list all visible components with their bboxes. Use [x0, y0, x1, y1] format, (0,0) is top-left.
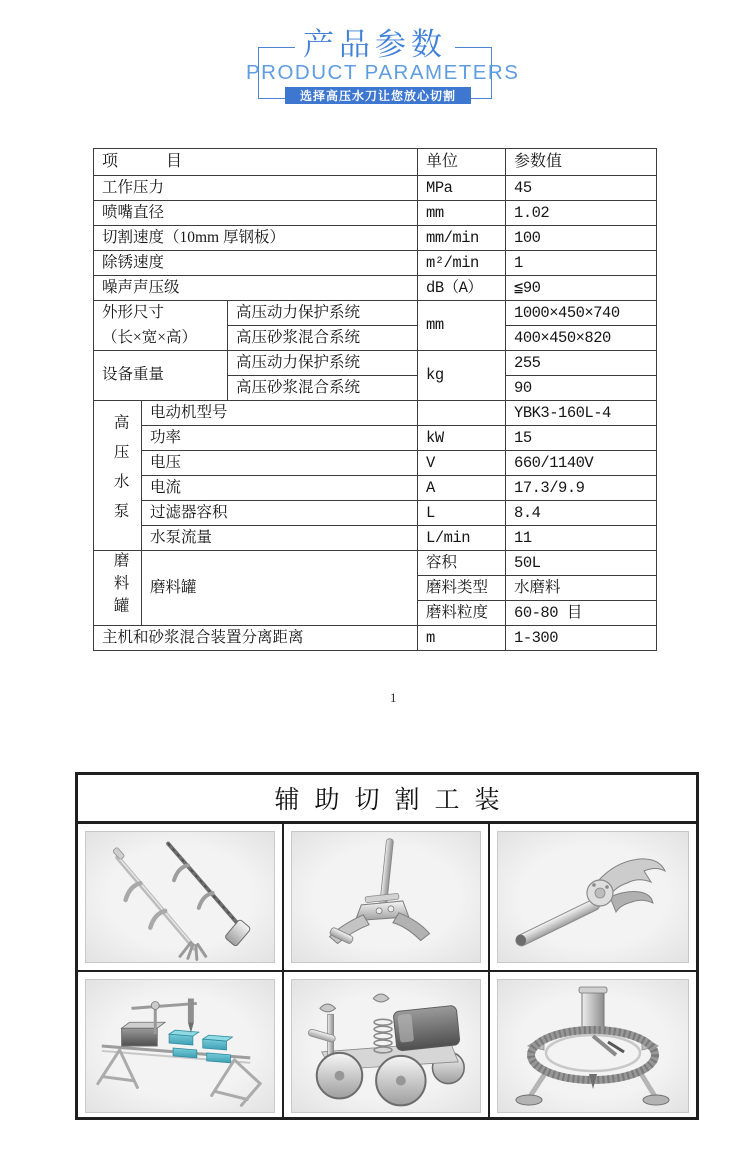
cutting-lances-image	[86, 832, 274, 962]
cell-name: 电动机型号	[142, 401, 418, 426]
table-row	[94, 476, 657, 501]
cell-unit: mm/min	[418, 226, 506, 251]
cell-value: 100	[506, 226, 657, 251]
cell-value: 400×450×820	[506, 326, 657, 351]
slogan-banner	[285, 87, 471, 104]
slogan-text: 选择高压水刀让您放心切割	[299, 89, 456, 103]
cell-value: 90	[506, 376, 657, 401]
cell-name: 功率	[142, 426, 418, 451]
cell-value: 1-300	[506, 626, 657, 651]
cell-attr: 磨料类型	[418, 576, 506, 601]
cell-value: 1.02	[506, 201, 657, 226]
tooling-cell-3	[490, 824, 696, 972]
page-title-text: 产品参数	[295, 28, 455, 62]
pump-group-label: 高压水泵	[94, 401, 142, 551]
cell-unit: kg	[418, 351, 506, 401]
cell-unit: m	[418, 626, 506, 651]
cell-value: 1000×450×740	[506, 301, 657, 326]
cell-unit: A	[418, 476, 506, 501]
header	[246, 27, 520, 108]
cell-unit: L/min	[418, 526, 506, 551]
cell-value: 50L	[506, 551, 657, 576]
cell-subname: 高压砂浆混合系统	[228, 326, 418, 351]
table-row	[94, 176, 657, 201]
cell-name: 除锈速度	[94, 251, 418, 276]
cell-unit: mm	[418, 201, 506, 226]
photo-hand-clamp	[497, 831, 689, 963]
cell-value: 水磨料	[506, 576, 657, 601]
pole-clamp-image	[292, 832, 480, 962]
dim-label-line1: 外形尺寸	[102, 303, 165, 321]
cell-value: 1	[506, 251, 657, 276]
cell-name: 水泵流量	[142, 526, 418, 551]
table-row	[94, 251, 657, 276]
cell-value: ≦90	[506, 276, 657, 301]
cell-attr: 磨料粒度	[418, 601, 506, 626]
cell-name: 磨料罐	[142, 551, 418, 626]
photo-pole-clamp	[291, 831, 481, 963]
cell-value: 11	[506, 526, 657, 551]
cell-group-label	[94, 301, 228, 351]
cell-name: 切割速度（10mm 厚钢板）	[94, 226, 418, 251]
tooling-cell-2	[284, 824, 490, 972]
page-number: 1	[390, 690, 397, 705]
cell-unit: kW	[418, 426, 506, 451]
table-row	[94, 501, 657, 526]
header-value: 参数值	[506, 149, 657, 176]
abrasive-group-label: 磨料罐	[94, 551, 142, 626]
cell-group-label: 设备重量	[94, 351, 228, 401]
header-unit: 单位	[418, 149, 506, 176]
dim-label-line2: （长×宽×高）	[102, 329, 197, 346]
cell-subname: 高压动力保护系统	[228, 301, 418, 326]
cell-name: 主机和砂浆混合装置分离距离	[94, 626, 418, 651]
table-row	[94, 526, 657, 551]
cell-name: 工作压力	[94, 176, 418, 201]
tooling-cell-5	[284, 972, 490, 1120]
tooling-grid	[78, 824, 696, 1120]
tooling-cell-1	[78, 824, 284, 972]
tooling-cell-4	[78, 972, 284, 1120]
table-row	[94, 401, 657, 426]
cell-subname: 高压砂浆混合系统	[228, 376, 418, 401]
table-row	[94, 201, 657, 226]
cell-unit	[418, 401, 506, 426]
cell-value: 17.3/9.9	[506, 476, 657, 501]
cell-value: 660/1140V	[506, 451, 657, 476]
photo-ring-cutter	[497, 979, 689, 1113]
table-row	[94, 451, 657, 476]
table-row	[94, 351, 657, 376]
table-row	[94, 426, 657, 451]
cell-unit: dB（A）	[418, 276, 506, 301]
header-item: 项 目	[94, 149, 418, 176]
hand-clamp-image	[498, 832, 688, 962]
table-row	[94, 626, 657, 651]
cell-unit: L	[418, 501, 506, 526]
ring-cutter-image	[498, 980, 688, 1112]
cell-attr: 容积	[418, 551, 506, 576]
page-subtitle: PRODUCT PARAMETERS	[246, 61, 520, 84]
cell-name: 电流	[142, 476, 418, 501]
cell-unit: mm	[418, 301, 506, 351]
cell-name: 噪声声压级	[94, 276, 418, 301]
table-row	[94, 226, 657, 251]
page-title	[258, 28, 492, 62]
cell-value: 255	[506, 351, 657, 376]
photo-cutting-lances	[85, 831, 275, 963]
cell-unit: m²/min	[418, 251, 506, 276]
table-header-row	[94, 149, 657, 176]
cell-name: 电压	[142, 451, 418, 476]
cutting-bench-image	[86, 980, 274, 1112]
table-row	[94, 276, 657, 301]
cell-value: YBK3-160L-4	[506, 401, 657, 426]
photo-cutting-trolley	[291, 979, 481, 1113]
table-row	[94, 551, 657, 576]
cell-value: 15	[506, 426, 657, 451]
cell-subname: 高压动力保护系统	[228, 351, 418, 376]
cell-name: 喷嘴直径	[94, 201, 418, 226]
tooling-section	[75, 772, 699, 1120]
cell-value: 45	[506, 176, 657, 201]
cell-name: 过滤器容积	[142, 501, 418, 526]
cell-value: 8.4	[506, 501, 657, 526]
cell-unit: MPa	[418, 176, 506, 201]
cutting-trolley-image	[292, 980, 480, 1112]
tooling-title: 辅助切割工装	[78, 775, 696, 824]
cell-value: 60-80 目	[506, 601, 657, 626]
spec-table	[93, 148, 657, 651]
table-row	[94, 301, 657, 326]
tooling-cell-6	[490, 972, 696, 1120]
photo-cutting-bench	[85, 979, 275, 1113]
cell-unit: V	[418, 451, 506, 476]
